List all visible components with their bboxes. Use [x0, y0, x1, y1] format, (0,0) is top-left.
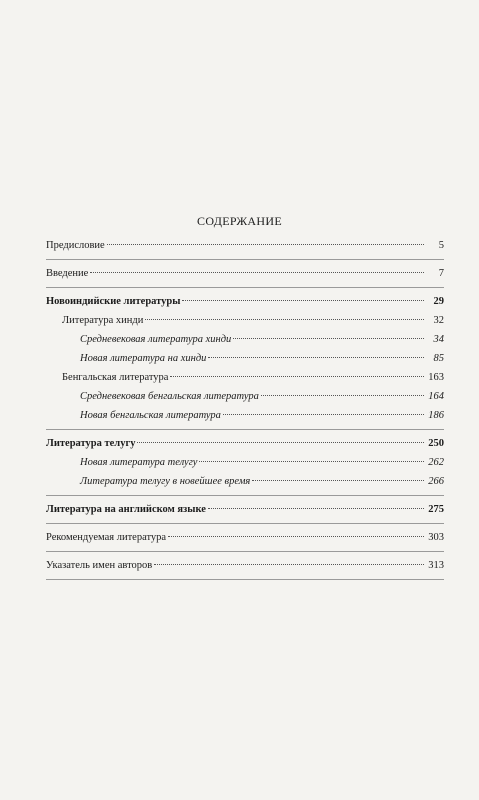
toc-entry-label: Новая литература телугу: [80, 457, 198, 468]
toc-entry-label: Бенгальская литература: [62, 372, 169, 383]
toc-entry-label: Введение: [46, 268, 89, 279]
dot-leader: [154, 553, 424, 565]
dot-leader: [208, 497, 424, 509]
toc-entry-label: Литература телугу в новейшее время: [80, 476, 251, 487]
toc-entry-label: Предисловие: [46, 240, 105, 251]
toc-entry-modern-telugu[interactable]: [46, 472, 444, 491]
toc-entry-page: 266: [428, 476, 444, 487]
toc-group-new-indian: [46, 292, 444, 430]
toc-entry-label: Средневековая литература хинди: [80, 334, 232, 345]
toc-heading: СОДЕРЖАНИЕ: [197, 214, 282, 228]
toc-entry-page: 29: [433, 296, 444, 307]
dot-leader: [182, 289, 424, 301]
toc-entry-page: 34: [433, 334, 444, 345]
toc-entry-english[interactable]: [46, 500, 444, 519]
dot-leader: [137, 431, 424, 443]
dot-leader: [261, 384, 424, 396]
table-of-contents: [46, 236, 444, 584]
toc-entry-recommended[interactable]: [46, 528, 444, 547]
toc-entry-page: 275: [428, 504, 444, 515]
toc-group-preface: [46, 236, 444, 260]
dot-leader: [90, 261, 424, 273]
toc-entry-label: Средневековая бенгальская литература: [80, 391, 259, 402]
toc-entry-introduction[interactable]: [46, 264, 444, 283]
toc-entry-page: 262: [428, 457, 444, 468]
toc-entry-label: Литература на английском языке: [46, 504, 206, 515]
dot-leader: [170, 365, 424, 377]
toc-entry-page: 5: [438, 240, 444, 251]
dot-leader: [223, 403, 424, 415]
toc-entry-preface[interactable]: [46, 236, 444, 255]
toc-group-index: [46, 556, 444, 580]
dot-leader: [233, 327, 424, 339]
toc-entry-label: Указатель имен авторов: [46, 560, 153, 571]
toc-entry-page: 163: [428, 372, 444, 383]
dot-leader: [168, 525, 424, 537]
dot-leader: [199, 450, 424, 462]
toc-group-recommended: [46, 528, 444, 552]
toc-group-telugu: [46, 434, 444, 496]
dot-leader: [145, 308, 424, 320]
toc-group-introduction: [46, 264, 444, 288]
toc-entry-page: 303: [428, 532, 444, 543]
dot-leader: [208, 346, 424, 358]
dot-leader: [252, 469, 424, 481]
toc-entry-label: Новая литература на хинди: [80, 353, 207, 364]
toc-entry-page: 164: [428, 391, 444, 402]
toc-entry-page: 32: [433, 315, 444, 326]
toc-entry-label: Рекомендуемая литература: [46, 532, 167, 543]
toc-entry-label: Литература телугу: [46, 438, 136, 449]
toc-entry-page: 7: [438, 268, 444, 279]
toc-entry-author-index[interactable]: [46, 556, 444, 575]
toc-entry-label: Новоиндийские литературы: [46, 296, 181, 307]
toc-entry-label: Литература хинди: [62, 315, 144, 326]
toc-entry-page: 313: [428, 560, 444, 571]
toc-entry-label: Новая бенгальская литература: [80, 410, 221, 421]
dot-leader: [107, 233, 424, 245]
toc-entry-page: 85: [433, 353, 444, 364]
toc-entry-page: 250: [428, 438, 444, 449]
toc-group-english: [46, 500, 444, 524]
toc-entry-new-bengali[interactable]: [46, 406, 444, 425]
toc-entry-page: 186: [428, 410, 444, 421]
